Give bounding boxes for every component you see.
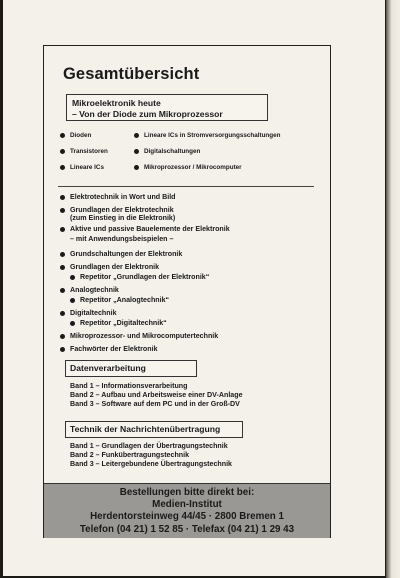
content-frame: Gesamtübersicht Mikroelektronik heute – Von der Diode zum Mikroprozessor Dioden Transistoren Lineare ICs Lineare ICs in Stromversorgungsschaltungen Digitalschaltungen Mikroprozessor / Mikrocomputer Elektrotechnik in Wort und Bild Grundlagen der Elektrotechnik (zum Einstieg in die Elektronik) Aktive und passive Bauelemente der Elektronik – mit Anwendungsbeispielen – Grundschaltungen der Elektronik Grundlagen der Elektronik Repetitor „Grundlagen der Elektronik“ Analogtechnik Repetitor „Analogtechnik“ Digitaltechnik Repetitor „Digitaltechnik“ Mikroprozessor- und Mikrocomputertechnik Fachwörter der Elektronik Datenverarbeitung Band 1 – Informationsverarbeitung Band 2 – Aufbau und Arbeitsweise einer DV-Anlage Band 3 – Software auf dem PC und in der Groß-DV Technik der Nachrichtenübertragung Band 1 – Grundlagen der Übertragungstechnik Band 2 – Funkübertragungstechnik Band 3 – Leitergebundene Übertragungstechnik Bestellungen bitte direkt bei: Medien-Institut Herdentorsteinweg 44/45 · 2800 Bremen 1 Telefon (04 21) 1 52 85 · Telefax (04 21) 1 29 43	[43, 45, 331, 538]
bullet-icon	[134, 133, 139, 138]
nachrichten-heading: Technik der Nachrichtenübertragung	[70, 424, 221, 434]
bullet-icon	[60, 288, 65, 293]
bullet-icon	[70, 298, 75, 303]
band-item: Band 1 – Informationsverarbeitung	[70, 382, 188, 390]
bullet-icon	[60, 208, 65, 213]
bullet-icon	[60, 149, 65, 154]
topic-item: Transistoren	[60, 148, 108, 155]
microelectronics-heading-box	[66, 94, 268, 121]
microelectronics-heading-line2: – Von der Diode zum Mikroprozessor	[72, 109, 223, 119]
topic-item: Digitalschaltungen	[134, 148, 200, 155]
bullet-icon	[60, 133, 65, 138]
band-item: Band 3 – Leitergebundene Übertragungstechnik	[70, 460, 233, 468]
band-item: Band 2 – Aufbau und Arbeitsweise einer DV-Anlage	[70, 391, 243, 399]
bullet-icon	[60, 334, 65, 339]
page-title: Gesamtübersicht	[63, 65, 200, 83]
band-item: Band 2 – Funkübertragungstechnik	[70, 451, 190, 459]
topic-item: Lineare ICs in Stromversorgungsschaltungen	[134, 132, 280, 139]
bullet-icon	[70, 275, 75, 280]
bullet-icon	[134, 165, 139, 170]
microelectronics-heading-line1: Mikroelektronik heute	[72, 98, 161, 108]
nachrichten-bands	[70, 442, 232, 469]
bullet-icon	[60, 347, 65, 352]
topic-item: Dioden	[60, 132, 91, 139]
bullet-icon	[134, 149, 139, 154]
section-divider	[58, 186, 314, 187]
datenverarbeitung-heading-box	[65, 360, 197, 377]
bullet-icon	[60, 165, 65, 170]
bullet-icon	[60, 265, 65, 270]
order-line-2: Medien-Institut	[152, 499, 222, 511]
bullet-icon	[70, 321, 75, 326]
bullet-icon	[60, 252, 65, 257]
bullet-icon	[60, 311, 65, 316]
topic-item: Lineare ICs	[60, 164, 104, 171]
list-item-note: (zum Einstieg in die Elektronik)	[70, 214, 176, 222]
band-item: Band 1 – Grundlagen der Übertragungstechnik	[70, 442, 228, 450]
bullet-icon	[60, 195, 65, 200]
order-address: Herdentorsteinweg 44/45 · 2800 Bremen 1	[90, 511, 284, 523]
page-edge	[386, 0, 400, 578]
bullet-icon	[60, 227, 65, 232]
datenverarbeitung-heading: Datenverarbeitung	[70, 363, 146, 373]
order-line-1: Bestellungen bitte direkt bei:	[119, 487, 255, 498]
nachrichten-heading-box	[65, 421, 243, 438]
datenverarbeitung-bands	[70, 382, 243, 409]
list-item-line2: – mit Anwendungsbeispielen –	[70, 235, 174, 243]
order-phone: Telefon (04 21) 1 52 85 · Telefax (04 21) 1 29 43	[79, 523, 295, 535]
brochure-page	[3, 0, 385, 576]
order-footer	[44, 483, 330, 538]
topic-item: Mikroprozessor / Mikrocomputer	[134, 164, 242, 171]
band-item: Band 3 – Software auf dem PC und in der Groß-DV	[70, 400, 240, 408]
